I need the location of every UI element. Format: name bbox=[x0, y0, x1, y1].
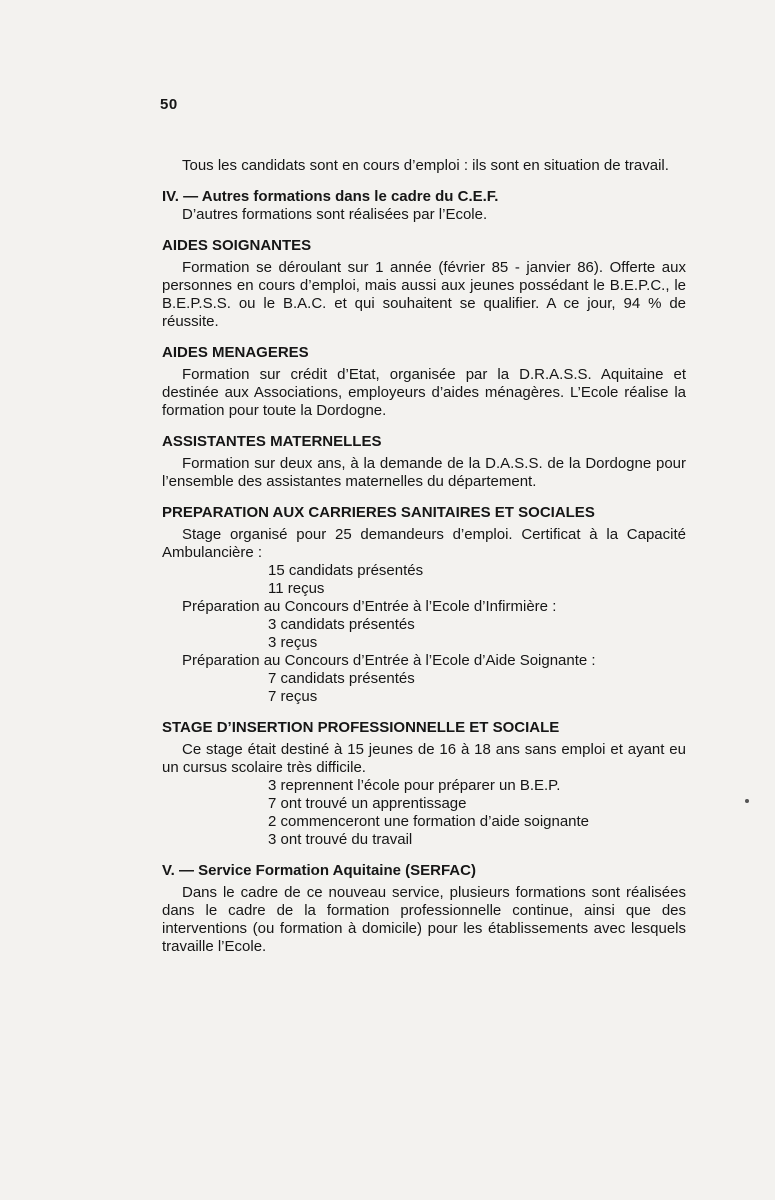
section-aides-menageres bbox=[162, 344, 686, 420]
aides-soignantes-title: AIDES SOIGNANTES bbox=[162, 237, 312, 254]
list-item: 7 candidats présentés bbox=[268, 670, 415, 687]
margin-dot bbox=[745, 799, 749, 803]
aides-menageres-text: Formation sur crédit d’Etat, organisée par la D.R.A.S.S. Aquitaine et destinée aux Associations, employeurs d’aides ménagères. L’Ecole réalise la formation pour toute la Dordogne. bbox=[162, 366, 686, 419]
assistantes-title: ASSISTANTES MATERNELLES bbox=[162, 433, 382, 450]
ambulanciere-results bbox=[162, 562, 686, 598]
list-item: 3 ont trouvé du travail bbox=[268, 831, 413, 848]
assistantes-text: Formation sur deux ans, à la demande de la D.A.S.S. de la Dordogne pour l’ensemble des assistantes maternelles du département. bbox=[162, 455, 686, 490]
insertion-text: Ce stage était destiné à 15 jeunes de 16 à 18 ans sans emploi et ayant eu un cursus scolaire très difficile. bbox=[162, 741, 686, 776]
page-number: 50 bbox=[160, 96, 178, 113]
list-item: 11 reçus bbox=[268, 580, 325, 597]
aide-soignante-results bbox=[162, 670, 686, 706]
list-item: 3 reçus bbox=[268, 634, 318, 651]
section-assistantes bbox=[162, 433, 686, 491]
preparation-text: Stage organisé pour 25 demandeurs d’emploi. Certificat à la Capacité Ambulancière : bbox=[162, 526, 686, 561]
document-body bbox=[162, 157, 686, 969]
section-v bbox=[162, 862, 686, 956]
section-preparation bbox=[162, 504, 686, 706]
infirmiere-label: Préparation au Concours d’Entrée à l’Ecole d’Infirmière : bbox=[182, 598, 557, 615]
aide-soignante-label: Préparation au Concours d’Entrée à l’Ecole d’Aide Soignante : bbox=[182, 652, 596, 669]
preparation-title: PREPARATION AUX CARRIERES SANITAIRES ET SOCIALES bbox=[162, 504, 595, 521]
insertion-title: STAGE D’INSERTION PROFESSIONNELLE ET SOCIALE bbox=[162, 719, 560, 736]
section-iv-text: D’autres formations sont réalisées par l’Ecole. bbox=[182, 206, 488, 223]
list-item: 3 candidats présentés bbox=[268, 616, 415, 633]
intro-paragraph: Tous les candidats sont en cours d’emploi : ils sont en situation de travail. bbox=[182, 157, 669, 174]
section-insertion bbox=[162, 719, 686, 849]
infirmiere-results bbox=[162, 616, 686, 652]
list-item: 3 reprennent l’école pour préparer un B.E.P. bbox=[268, 777, 561, 794]
section-v-title: V. — Service Formation Aquitaine (SERFAC) bbox=[162, 862, 476, 879]
section-aides-soignantes bbox=[162, 237, 686, 331]
list-item: 2 commenceront une formation d’aide soignante bbox=[268, 813, 590, 830]
list-item: 7 reçus bbox=[268, 688, 318, 705]
list-item: 15 candidats présentés bbox=[268, 562, 424, 579]
aides-soignantes-text: Formation se déroulant sur 1 année (février 85 - janvier 86). Offerte aux personnes en cours d’emploi, mais aussi aux jeunes possédant le B.E.P.C., le B.E.P.S.S. ou le B.A.C. et qui souhaitent se qualifier. A ce jour, 94 % de réussite. bbox=[162, 259, 686, 330]
aides-menageres-title: AIDES MENAGERES bbox=[162, 344, 309, 361]
section-iv-title: IV. — Autres formations dans le cadre du C.E.F. bbox=[162, 188, 499, 205]
section-v-text: Dans le cadre de ce nouveau service, plusieurs formations sont réalisées dans le cadre de la formation professionnelle continue, ainsi que des interventions (ou formation à domicile) pour les établissements avec lesquels travaille l’Ecole. bbox=[162, 884, 686, 955]
section-iv bbox=[162, 188, 686, 224]
list-item: 7 ont trouvé un apprentissage bbox=[268, 795, 467, 812]
insertion-results bbox=[162, 777, 686, 849]
